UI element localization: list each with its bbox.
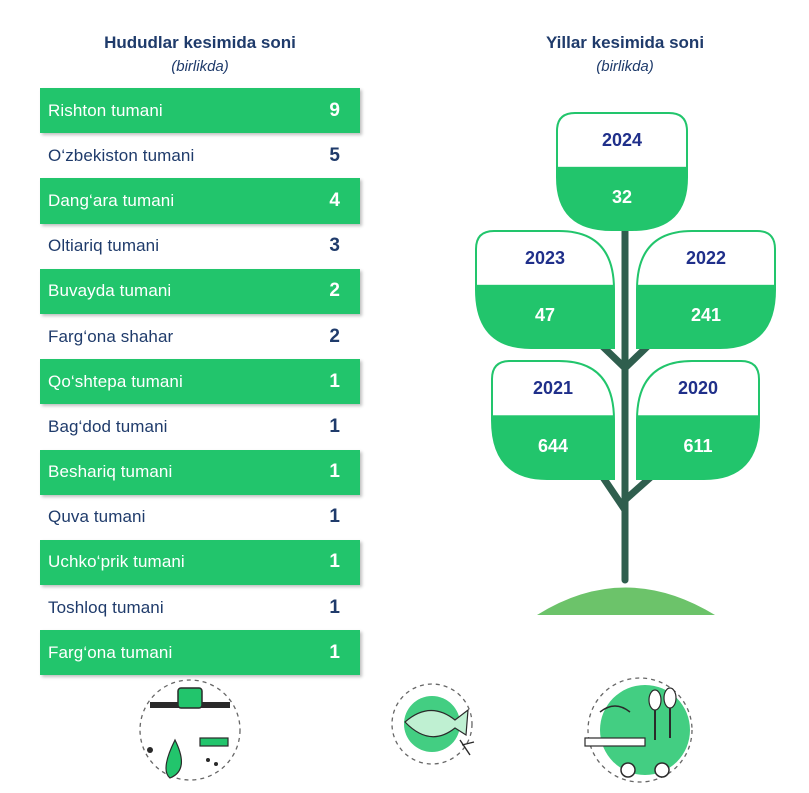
year-value: 47 (534, 305, 556, 326)
year-leaf (637, 231, 775, 402)
region-count: 1 (329, 461, 340, 483)
region-count: 4 (329, 189, 340, 211)
year-value: 611 (683, 435, 713, 456)
region-name: Farg‘ona shahar (48, 326, 174, 346)
year-label: 2023 (524, 247, 566, 268)
year-label: 2022 (685, 247, 727, 268)
year-label: 2024 (601, 129, 643, 150)
region-name: Qo‘shtepa tumani (48, 371, 183, 391)
region-count: 2 (329, 325, 340, 347)
region-count: 1 (329, 506, 340, 528)
year-value: 32 (611, 187, 633, 208)
region-count: 1 (329, 596, 340, 618)
region-count: 1 (329, 641, 340, 663)
year-leaf (476, 231, 614, 402)
year-value: 644 (537, 435, 569, 456)
region-name: Farg‘ona tumani (48, 642, 173, 662)
year-leaf (637, 361, 759, 533)
region-count: 1 (329, 415, 340, 437)
region-name: O‘zbekiston tumani (48, 145, 195, 165)
year-label: 2021 (532, 378, 574, 399)
year-leaf (492, 361, 614, 533)
region-count: 3 (329, 235, 340, 257)
years-subtitle: (birlikda) (596, 58, 654, 75)
region-name: Quva tumani (48, 507, 146, 527)
region-name: Buvayda tumani (48, 281, 172, 301)
region-count: 2 (329, 280, 340, 302)
region-name: Bag‘dod tumani (48, 416, 168, 436)
region-count: 1 (329, 551, 340, 573)
region-count: 9 (329, 99, 340, 121)
region-count: 5 (329, 144, 340, 166)
region-name: Toshloq tumani (48, 597, 164, 617)
year-value: 241 (690, 305, 722, 326)
region-name: Beshariq tumani (48, 462, 173, 482)
regions-subtitle: (birlikda) (171, 58, 229, 75)
region-name: Uchko‘prik tumani (48, 552, 185, 572)
region-name: Dang‘ara tumani (48, 190, 175, 210)
regions-title: Hududlar kesimida soni (104, 33, 296, 52)
fish-plant-icon (392, 684, 474, 764)
region-count: 1 (329, 370, 340, 392)
leaf-fill (637, 415, 759, 533)
years-title: Yillar kesimida soni (545, 33, 705, 52)
drone-sprayer-icon (140, 680, 240, 780)
farming-tools-icon (585, 678, 692, 782)
leaf-fill (492, 415, 614, 533)
year-label: 2020 (677, 378, 719, 399)
region-name: Rishton tumani (48, 100, 163, 120)
tree-trunk (598, 225, 652, 580)
region-name: Oltiariq tumani (48, 236, 160, 256)
ground-mound (537, 588, 715, 616)
